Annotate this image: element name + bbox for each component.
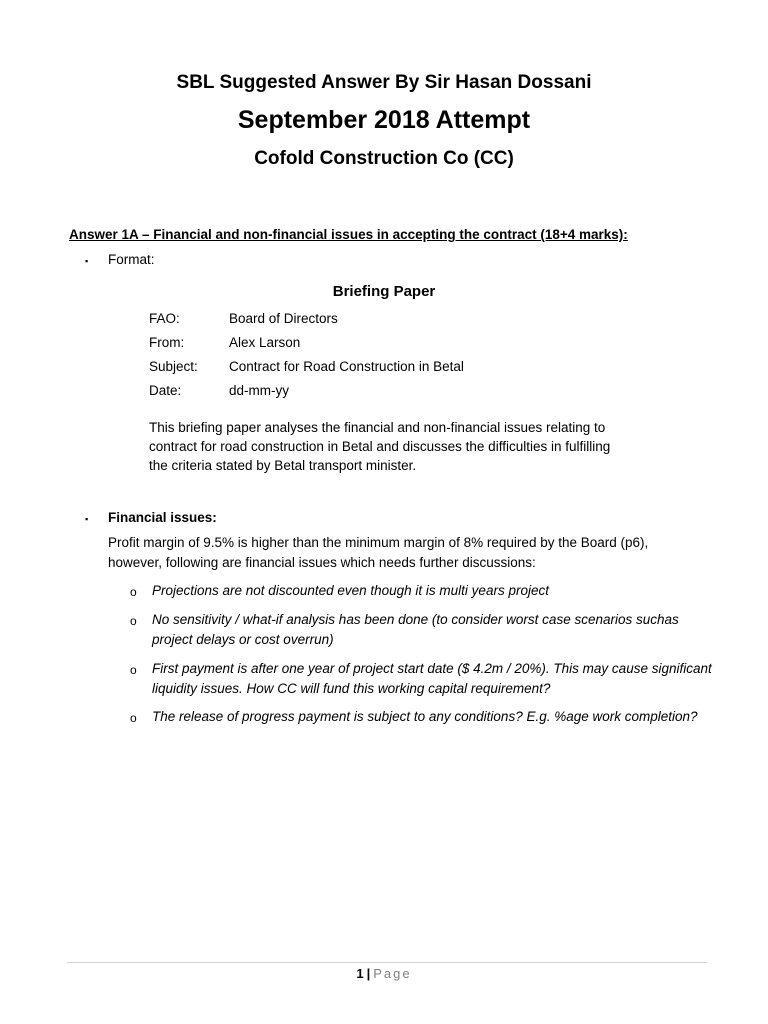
footer-separator: |: [366, 966, 371, 981]
briefing-value-date: dd-mm-yy: [229, 383, 289, 398]
briefing-label-date: Date:: [149, 383, 182, 398]
list-item: First payment is after one year of project start date ($ 4.2m / 20%). This may cause significant liquidity issues. How CC will fund this working capital requirement?: [152, 661, 712, 696]
financial-issues-paragraph: Profit margin of 9.5% is higher than the minimum margin of 8% required by the Board (p6), however, following are financial issues which needs further discussions:: [108, 535, 649, 570]
circle-bullet-icon: o: [130, 663, 137, 677]
briefing-intro: This briefing paper analyses the financial and non-financial issues relating to contract for road construction in Betal and discusses the difficulties in fulfilling the criteria stated by Betal transport minister.: [149, 420, 611, 473]
briefing-paper-title: Briefing Paper: [332, 283, 436, 300]
briefing-value-subject: Contract for Road Construction in Betal: [229, 359, 464, 374]
square-bullet-icon: ▪: [85, 514, 89, 524]
briefing-label-fao: FAO:: [149, 311, 180, 326]
briefing-label-from: From:: [149, 335, 185, 350]
list-item: No sensitivity / what-if analysis has been done (to consider worst case scenarios suchas project delays or cost overrun): [152, 612, 679, 647]
briefing-value-from: Alex Larson: [229, 335, 301, 350]
document-subtitle: SBL Suggested Answer By Sir Hasan Dossani: [176, 72, 592, 93]
circle-bullet-icon: o: [130, 585, 137, 599]
footer-divider: [67, 962, 707, 963]
circle-bullet-icon: o: [130, 711, 137, 725]
company-name: Cofold Construction Co (CC): [254, 148, 514, 169]
page-word: Page: [373, 966, 412, 981]
page-footer: [0, 966, 768, 981]
square-bullet-icon: ▪: [85, 256, 89, 266]
format-label: Format:: [108, 252, 155, 267]
page-number: 1: [356, 966, 364, 981]
document-title: September 2018 Attempt: [237, 106, 531, 134]
financial-issues-heading: Financial issues:: [108, 510, 217, 525]
briefing-label-subject: Subject:: [149, 359, 198, 374]
circle-bullet-icon: o: [130, 614, 137, 628]
briefing-value-fao: Board of Directors: [229, 311, 338, 326]
list-item: Projections are not discounted even though it is multi years project: [152, 583, 549, 598]
answer-heading: Answer 1A – Financial and non-financial issues in accepting the contract (18+4 marks):: [69, 227, 628, 242]
list-item: The release of progress payment is subject to any conditions? E.g. %age work completion?: [152, 709, 698, 724]
